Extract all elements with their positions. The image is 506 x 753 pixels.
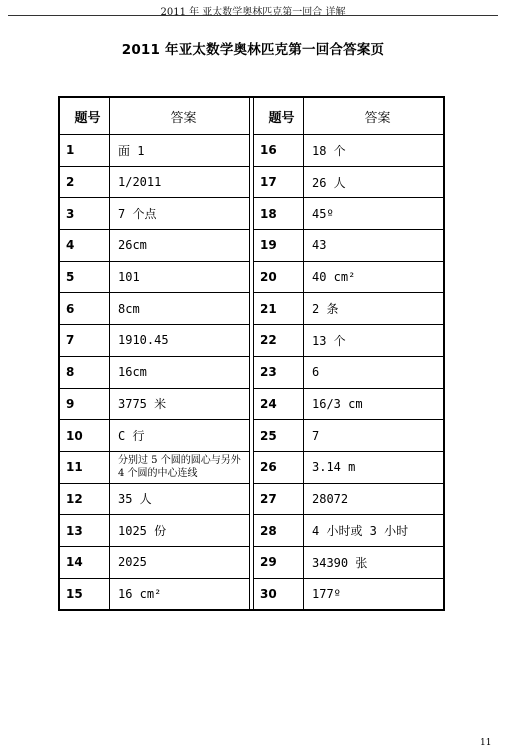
question-number-cell: 15 [59,578,110,610]
answer-cell: 26cm [110,230,250,262]
question-number-cell: 1 [59,135,110,167]
table-row [59,135,444,167]
question-number-cell: 5 [59,261,110,293]
answer-cell: 40 cm² [304,261,445,293]
answer-cell: 43 [304,230,445,262]
question-number-cell: 7 [59,325,110,357]
answer-cell: 35 人 [110,483,250,515]
question-number-cell: 19 [254,230,304,262]
page-title: 2011 年亚太数学奥林匹克第一回合答案页 [121,42,385,58]
answer-cell: 2 条 [304,293,445,325]
table-row [59,356,444,388]
table-row [59,230,444,262]
question-number-cell: 30 [254,578,304,610]
header-answer: 答案 [304,97,445,135]
answer-cell: 6 [304,356,445,388]
table-row [59,388,444,420]
question-number-cell: 10 [59,420,110,452]
question-number-cell: 9 [59,388,110,420]
question-number-cell: 11 [59,451,110,483]
table-row [59,198,444,230]
answer-cell: 面 1 [110,135,250,167]
question-number-cell: 25 [254,420,304,452]
table-row [59,166,444,198]
answer-cell: 45º [304,198,445,230]
answer-cell: 1910.45 [110,325,250,357]
table-row [59,293,444,325]
question-number-cell: 14 [59,546,110,578]
question-number-cell: 17 [254,166,304,198]
page-number: 11 [480,738,492,748]
question-number-cell: 27 [254,483,304,515]
answer-cell: 13 个 [304,325,445,357]
table-row [59,546,444,578]
table-row [59,325,444,357]
answer-table [58,96,445,611]
question-number-cell: 21 [254,293,304,325]
header-answer: 答案 [110,97,250,135]
question-number-cell: 16 [254,135,304,167]
question-number-cell: 12 [59,483,110,515]
table-row [59,483,444,515]
answer-cell: 16/3 cm [304,388,445,420]
answer-cell: 18 个 [304,135,445,167]
header-question-number: 题号 [59,97,110,135]
answer-cell: 101 [110,261,250,293]
answer-cell: 8cm [110,293,250,325]
table-row [59,420,444,452]
answer-cell: C 行 [110,420,250,452]
answer-cell: 34390 张 [304,546,445,578]
question-number-cell: 20 [254,261,304,293]
table-row [59,451,444,483]
question-number-cell: 22 [254,325,304,357]
table-row [59,261,444,293]
answer-cell: 分别过 5 个圆的圆心与另外 4 个圆的中心连线 [110,451,250,483]
question-number-cell: 13 [59,515,110,547]
question-number-cell: 29 [254,546,304,578]
question-number-cell: 3 [59,198,110,230]
question-number-cell: 6 [59,293,110,325]
answer-cell: 1/2011 [110,166,250,198]
answer-cell: 4 小时或 3 小时 [304,515,445,547]
answer-cell: 2025 [110,546,250,578]
question-number-cell: 26 [254,451,304,483]
running-header: 2011 年 亚太数学奥林匹克第一回合 详解 [160,7,346,18]
question-number-cell: 8 [59,356,110,388]
question-number-cell: 2 [59,166,110,198]
question-number-cell: 18 [254,198,304,230]
question-number-cell: 24 [254,388,304,420]
answer-cell: 7 [304,420,445,452]
table-header-row [59,97,444,135]
answer-cell: 28072 [304,483,445,515]
answer-cell: 16 cm² [110,578,250,610]
answer-cell: 3775 米 [110,388,250,420]
header-question-number: 题号 [254,97,304,135]
question-number-cell: 4 [59,230,110,262]
answer-cell: 177º [304,578,445,610]
answer-cell: 3.14 m [304,451,445,483]
table-row [59,578,444,610]
table-row [59,515,444,547]
answer-cell: 16cm [110,356,250,388]
question-number-cell: 23 [254,356,304,388]
answer-cell: 26 人 [304,166,445,198]
question-number-cell: 28 [254,515,304,547]
header-rule [8,15,498,16]
answer-cell: 7 个点 [110,198,250,230]
answer-cell: 1025 份 [110,515,250,547]
